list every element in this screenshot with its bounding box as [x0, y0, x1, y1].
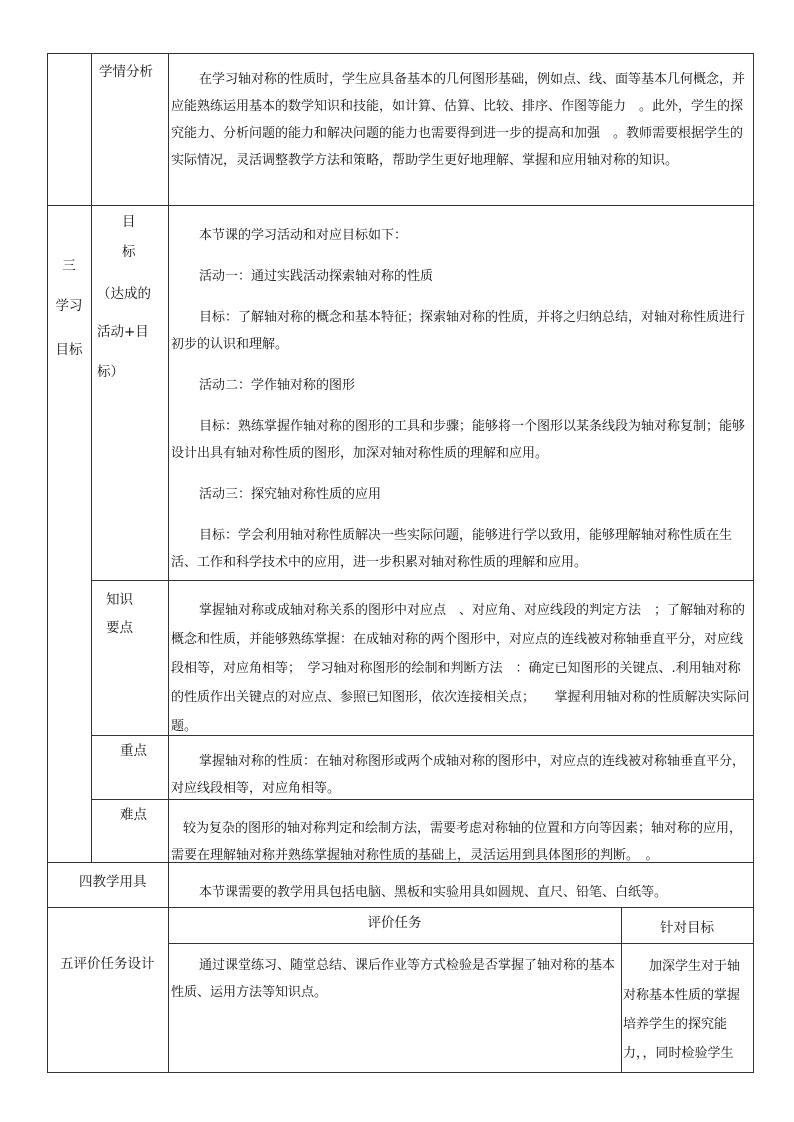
evaluation-label: 五评价任务设计: [60, 956, 155, 972]
section-three-label-line-2: 学习: [55, 298, 83, 314]
col-divider-label-1: [91, 53, 92, 863]
activity-2-goal: 目标：熟练掌握作轴对称的图形的工具和步骤；能够将一个图形以某条线段为轴对称复制；能够设计出具有轴对称性质的图形，加深对轴对称性质的理解和应用。: [171, 419, 746, 461]
row-divider-goals: [91, 580, 753, 581]
table-border-top: [47, 53, 753, 54]
activity-1-title: 活动一：通过实践活动探索轴对称的性质: [199, 269, 434, 284]
evaluation-target-header: 针对目标: [660, 920, 714, 936]
xueqing-label: 学情分析: [99, 64, 153, 80]
section-three-label-line-1: 三: [62, 258, 76, 274]
table-border-right: [753, 53, 754, 1073]
goals-intro: 本节课的学习活动和对应目标如下：: [199, 228, 408, 243]
key-point-paragraph: 掌握轴对称的性质：在轴对称图形或两个成轴对称的图形中，对应点的连线被对称轴垂直平分，对应线段相等，对应角相等。: [171, 754, 746, 796]
row-divider-key: [91, 799, 753, 800]
table-border-bottom: [47, 1072, 753, 1073]
goals-label-line-1: 目: [122, 214, 136, 230]
difficult-point-text: [171, 815, 753, 862]
knowledge-text: [171, 596, 753, 735]
knowledge-paragraph: 掌握轴对称或成轴对称关系的图形中对应点 、对应角、对应线段的判定方法 ；了解轴对称的概念和性质，并能够熟练掌握：在成轴对称的两个图形中，对应点的连线被对称轴垂直平分，对应线段相等，对应角相等； 学习轴对称图形的绘制和判断方法 ：确定已知图形的关键点、.利用轴对称的性质作出关键点的对应点、参照已知图形，依次连接相关点； 掌握利用轴对称的性质解决实际问题。: [171, 603, 750, 734]
knowledge-label-line-1: 知识: [106, 592, 133, 608]
xueqing-text: [171, 66, 753, 205]
row-divider-xueqing: [47, 205, 753, 206]
row-divider-three: [47, 862, 753, 863]
goals-label-line-5: 标）: [97, 364, 124, 380]
row-divider-knowledge: [91, 735, 753, 736]
difficult-point-paragraph: 较为复杂的图形的轴对称判定和绘制方法，需要考虑对称轴的位置和方向等因素；轴对称的应用，需要在理解轴对称并熟练掌握轴对称性质的基础上，灵活运用到具体图形的判断。 。: [171, 821, 743, 862]
key-point-text: [171, 748, 753, 799]
evaluation-task-header: 评价任务: [367, 915, 422, 931]
key-point-label: 重点: [120, 743, 147, 759]
teaching-tools-label: 四教学用具: [79, 874, 147, 890]
activity-3-goal: 目标：学会利用轴对称性质解决一些实际问题，能够进行学以致用，能够理解轴对称性质在生活、工作和科学技术中的应用，进一步积累对轴对称性质的理解和应用。: [171, 528, 733, 570]
table-border-left: [47, 53, 48, 1073]
xueqing-paragraph: 在学习轴对称的性质时，学生应具备基本的几何图形基础，例如点、线、面等基本几何概念，并应能熟练运用基本的数学知识和技能，如计算、估算、比较、排序、作图等能力 。此外，学生的探究能力、分析问题的能力和解决问题的能力也需要得到进一步的提高和加强 。教师需要根据学生的实际情况，灵活调整教学方法和策略，帮助学生更好地理解、掌握和应用轴对称的知识。: [171, 72, 746, 168]
section-three-label-line-3: 目标: [55, 342, 83, 358]
teaching-tools-text: [171, 879, 753, 906]
evaluation-target-text: [623, 952, 752, 1072]
evaluation-task-text: [171, 952, 619, 1072]
difficult-point-label: 难点: [120, 807, 147, 823]
goals-label-line-3: （达成的: [97, 286, 151, 302]
row-divider-four: [47, 907, 753, 908]
knowledge-label-line-2: 要点: [106, 620, 133, 636]
evaluation-target-paragraph: 加深学生对于轴对称基本性质的掌握培养学生的探究能力，，同时检验学生: [623, 959, 741, 1061]
activity-2-title: 活动二：学作轴对称的图形: [199, 378, 356, 393]
row-divider-five-header: [168, 943, 753, 944]
evaluation-task-paragraph: 通过课堂练习、随堂总结、课后作业等方式检验是否掌握了轴对称的基本性质、运用方法等知识点。: [171, 958, 616, 1000]
activity-3-title: 活动三：探究轴对称性质的应用: [199, 487, 382, 502]
teaching-tools-paragraph: 本节课需要的教学用具包括电脑、黑板和实验用具如圆规、直尺、铅笔、白纸等。: [199, 885, 668, 900]
activity-1-goal: 目标：了解轴对称的概念和基本特征；探索轴对称的性质，并将之归纳总结，对轴对称性质进行初步的认识和理解。: [171, 310, 746, 352]
goals-label-line-4: 活动+目: [97, 324, 149, 340]
goals-label-line-2: 标: [122, 244, 136, 260]
goals-content: [171, 222, 753, 580]
